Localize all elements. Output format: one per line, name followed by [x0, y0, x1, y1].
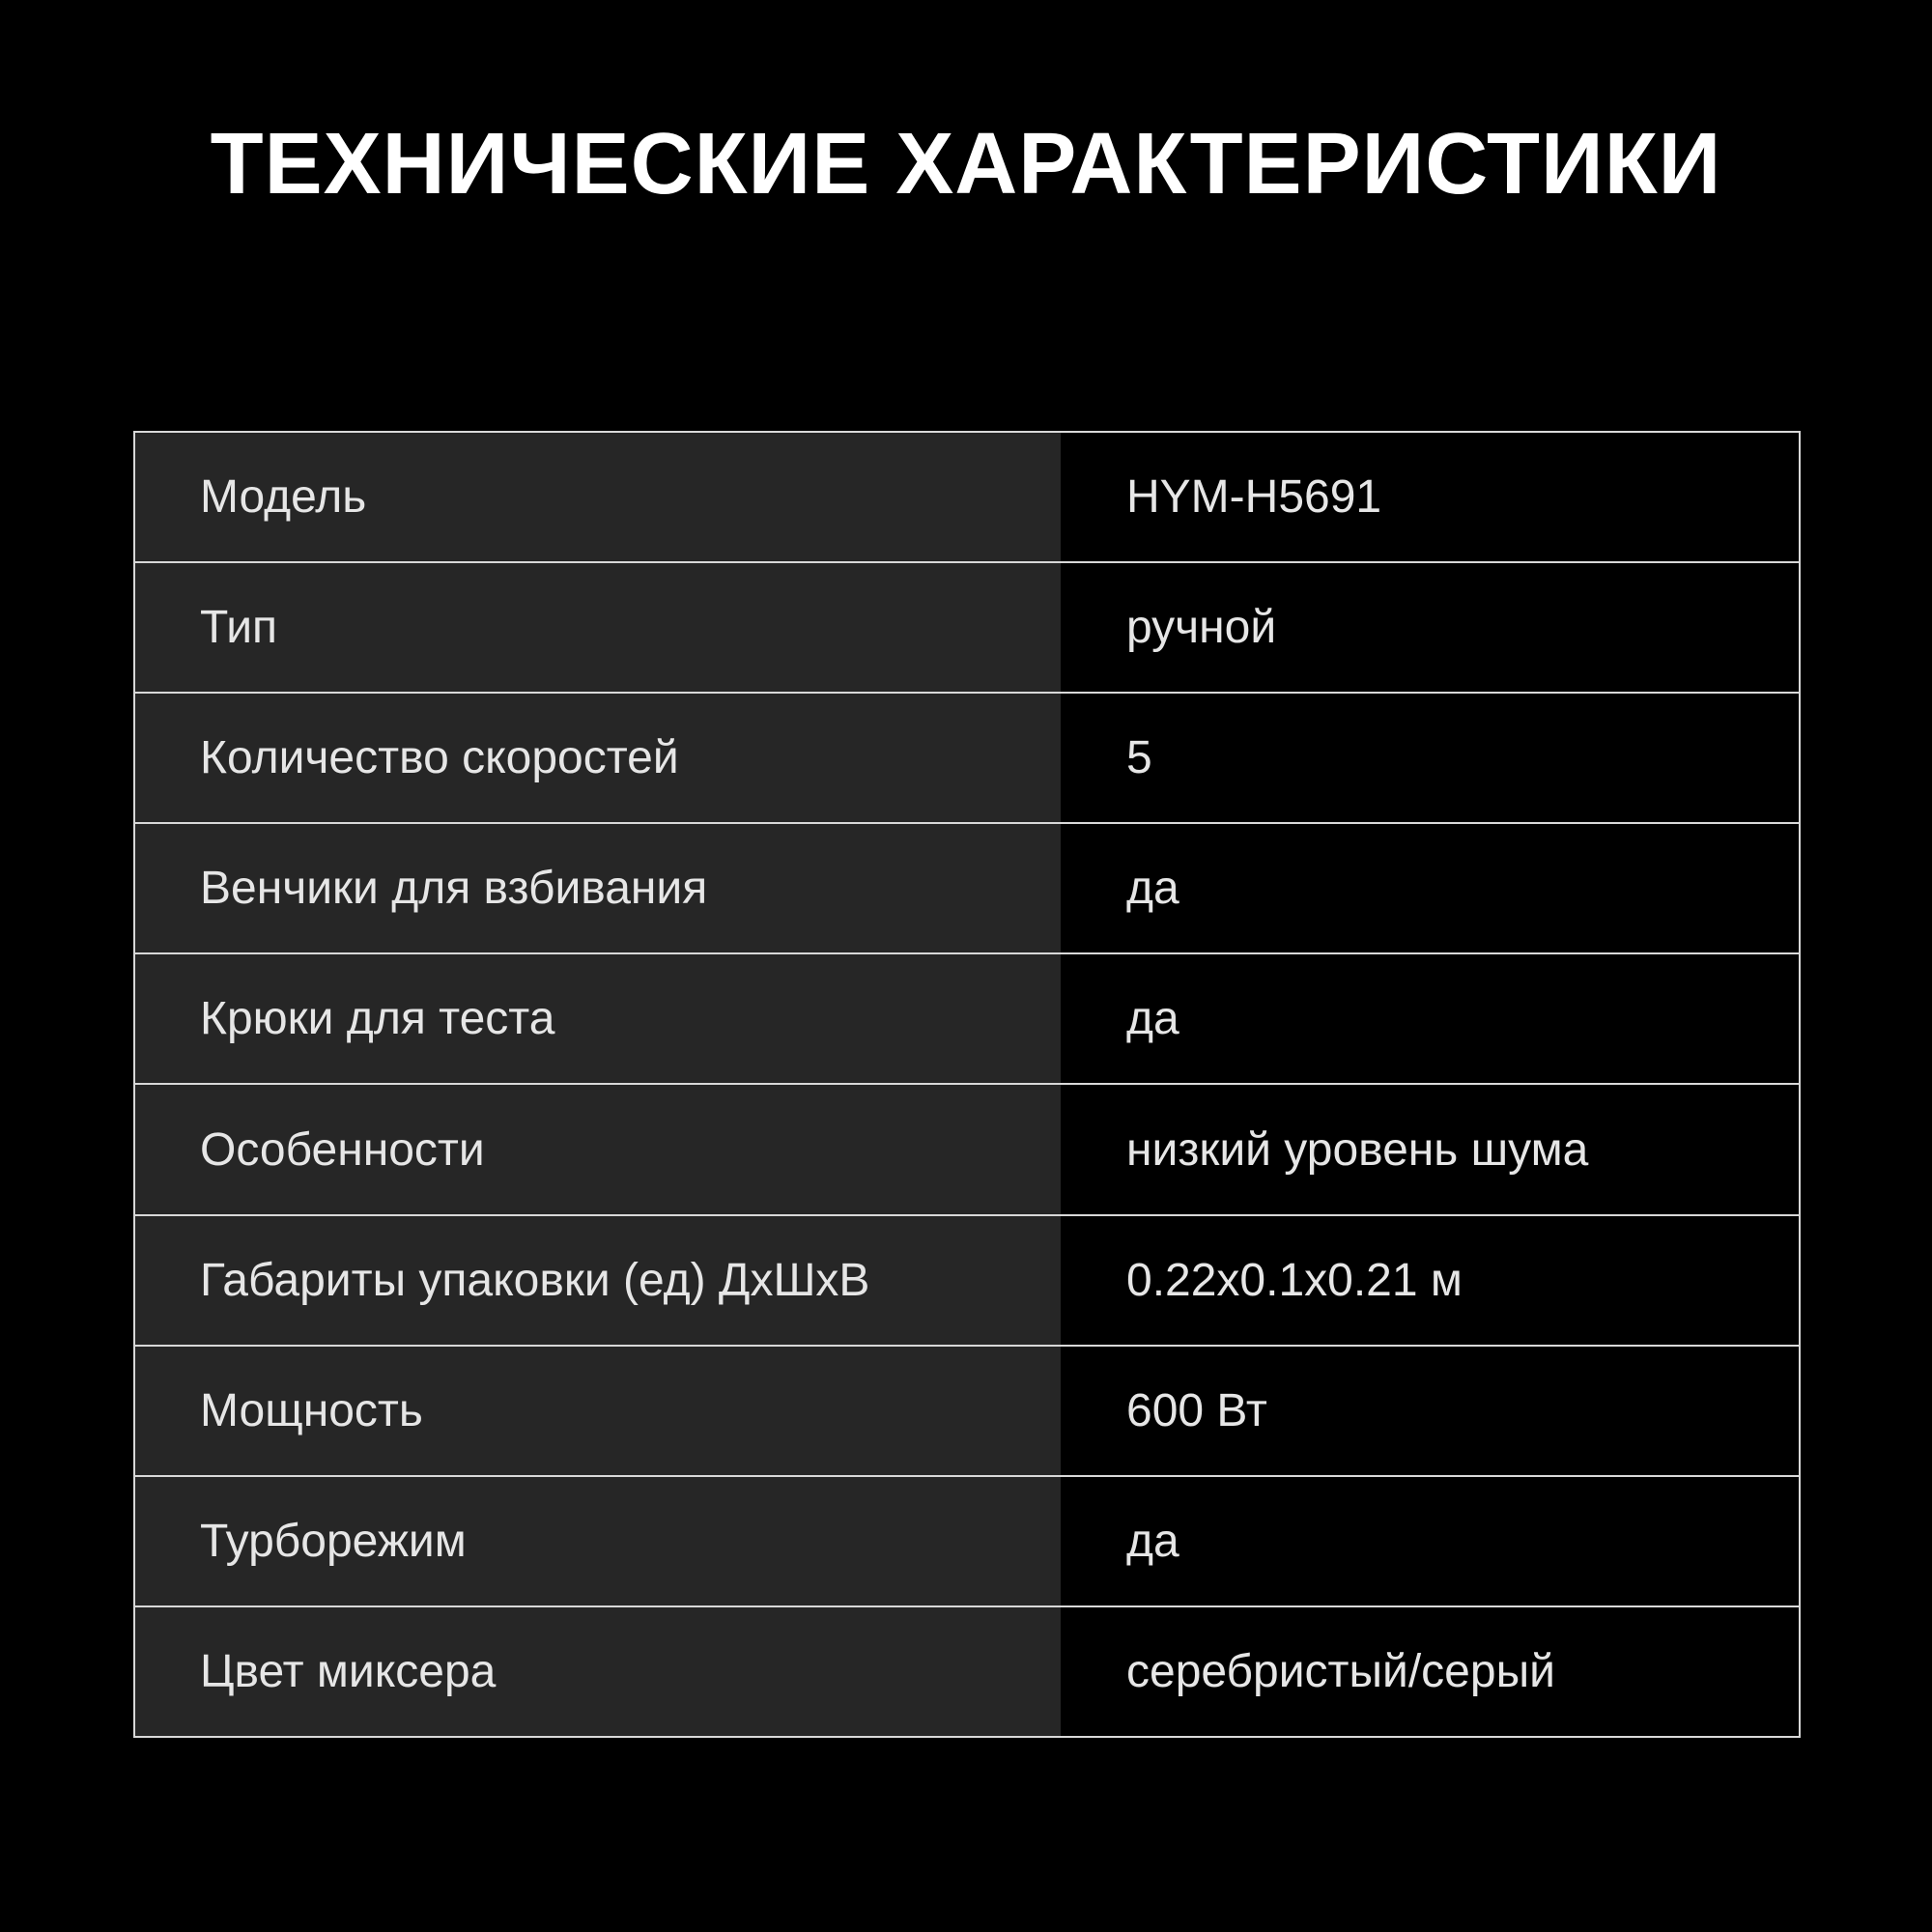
spec-label: Модель [135, 433, 1061, 561]
spec-label: Габариты упаковки (ед) ДхШхВ [135, 1216, 1061, 1345]
spec-row-package-dimensions [135, 1216, 1799, 1347]
spec-value: ручной [1061, 563, 1799, 692]
spec-table [133, 431, 1801, 1738]
spec-row-color [135, 1607, 1799, 1736]
spec-label: Тип [135, 563, 1061, 692]
spec-label: Венчики для взбивания [135, 824, 1061, 952]
spec-value: да [1061, 954, 1799, 1083]
spec-label: Особенности [135, 1085, 1061, 1213]
page-title: ТЕХНИЧЕСКИЕ ХАРАКТЕРИСТИКИ [210, 116, 1722, 213]
spec-row-speeds [135, 694, 1799, 824]
spec-value: 5 [1061, 694, 1799, 822]
spec-label: Турборежим [135, 1477, 1061, 1605]
spec-row-power [135, 1347, 1799, 1477]
spec-label: Крюки для теста [135, 954, 1061, 1083]
spec-label: Цвет миксера [135, 1607, 1061, 1736]
spec-row-turbo [135, 1477, 1799, 1607]
spec-value: серебристый/серый [1061, 1607, 1799, 1736]
spec-row-type [135, 563, 1799, 694]
spec-value: 600 Вт [1061, 1347, 1799, 1475]
spec-value: да [1061, 1477, 1799, 1605]
spec-value: HYM-H5691 [1061, 433, 1799, 561]
spec-value: 0.22x0.1x0.21 м [1061, 1216, 1799, 1345]
spec-row-whisks [135, 824, 1799, 954]
spec-row-model [135, 433, 1799, 563]
spec-label: Мощность [135, 1347, 1061, 1475]
spec-row-features [135, 1085, 1799, 1215]
spec-value: да [1061, 824, 1799, 952]
spec-value: низкий уровень шума [1061, 1085, 1799, 1213]
spec-row-dough-hooks [135, 954, 1799, 1085]
spec-label: Количество скоростей [135, 694, 1061, 822]
